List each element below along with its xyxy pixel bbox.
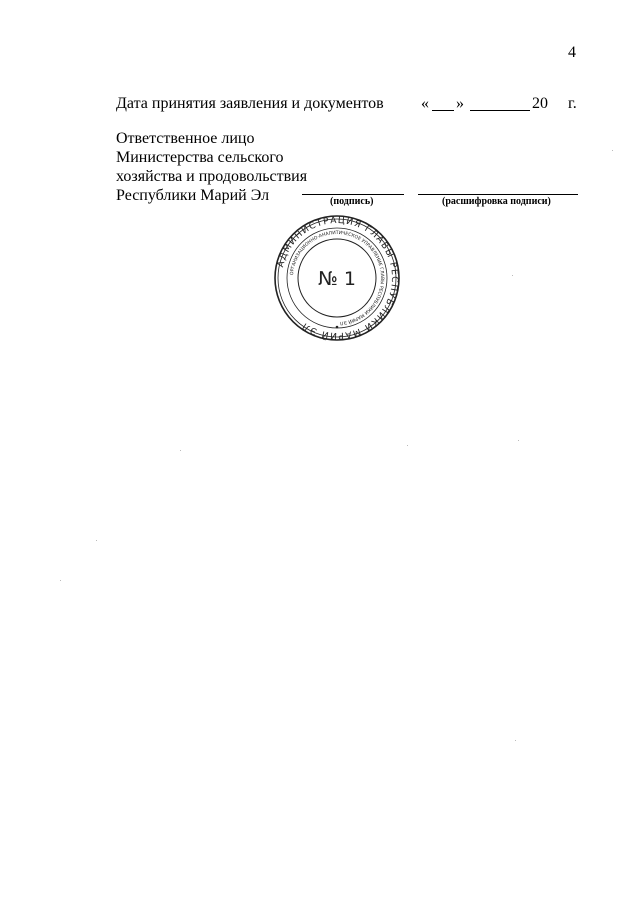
scan-speck [60,580,61,581]
stamp-inner-text: ОРГАНИЗАЦИОННО-АНАЛИТИЧЕСКОЕ УПРАВЛЕНИЕ ГЛАВЫ РЕСПУБЛИКИ МАРИЙ ЭЛ [290,230,385,325]
stamp-dot [336,326,339,329]
year-prefix: 20 [532,95,548,112]
stamp-outer-text: АДМИНИСТРАЦИЯ ГЛАВЫ РЕСПУБЛИКИ МАРИЙ ЭЛ [276,215,400,341]
responsible-line: Ответственное лицо [116,130,255,147]
year-suffix: г. [568,95,577,112]
signature-decoding-line [418,194,578,195]
official-stamp [273,214,401,342]
signature-caption: (подпись) [330,196,374,207]
scan-speck [512,275,513,276]
responsible-line: Министерства сельского [116,149,284,166]
stamp-number: № 1 [318,268,356,290]
date-quote-close: » [456,95,464,112]
scan-speck [518,440,519,441]
responsible-line: Республики Марий Эл [116,187,270,204]
scan-speck [96,540,97,541]
scan-speck [612,150,613,151]
responsible-person-block [116,129,307,205]
scan-speck [180,450,181,451]
date-label: Дата принятия заявления и документов [116,95,384,112]
scan-speck [407,445,408,446]
signature-line [302,194,404,195]
signature-decoding-caption: (расшифровка подписи) [442,196,551,207]
page-number: 4 [568,44,576,61]
scan-speck [515,740,516,741]
date-quote-open: « [421,95,429,112]
day-blank-line [432,110,454,111]
responsible-line: хозяйства и продовольствия [116,168,308,185]
month-blank-line [470,110,530,111]
